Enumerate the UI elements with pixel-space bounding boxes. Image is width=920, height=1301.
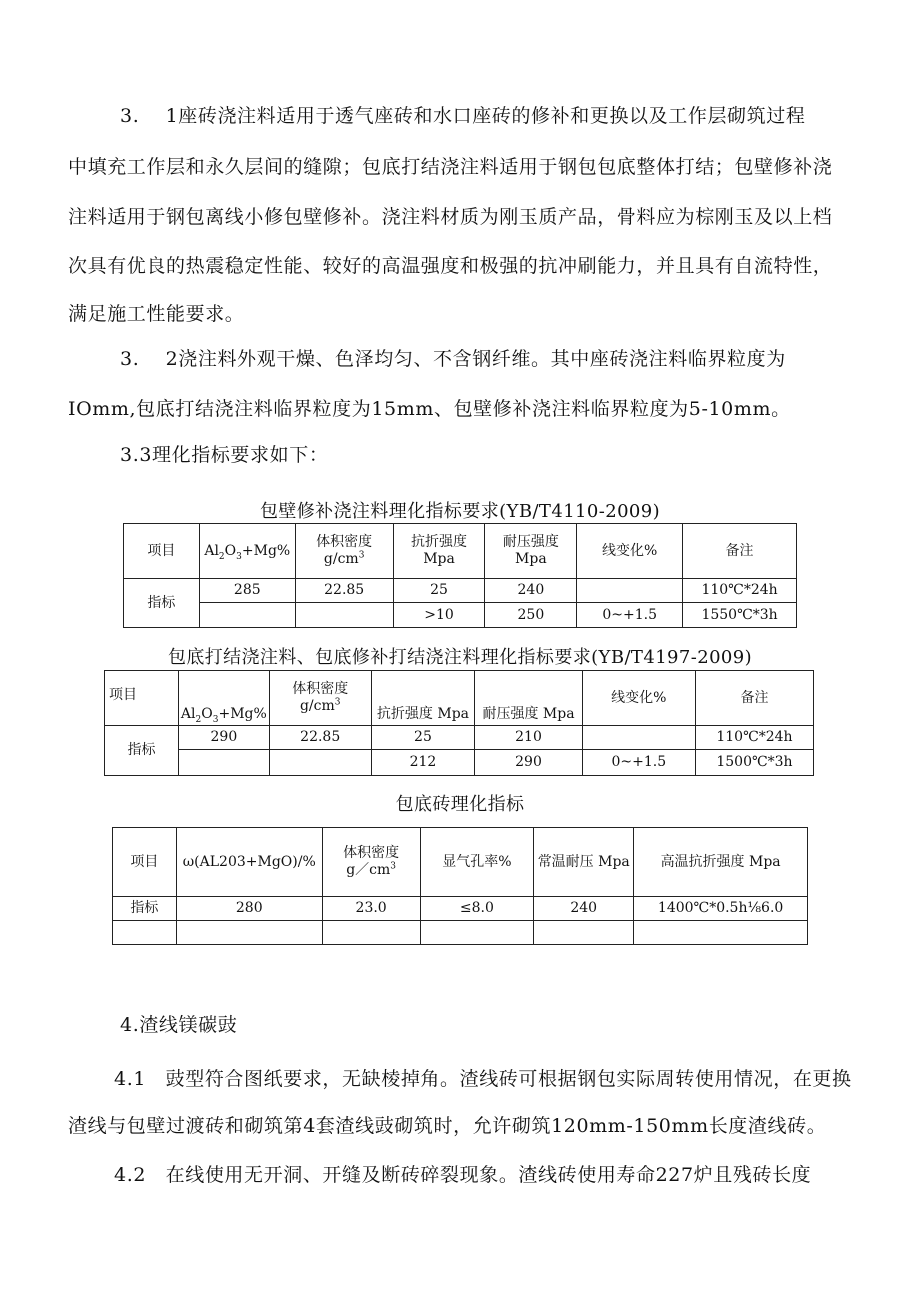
table-cell: 22.85 bbox=[269, 726, 371, 750]
header-cell: $Al_2O_3+Mg\%$ bbox=[199, 524, 295, 579]
header-cell: $Al_2O_3+Mg\%$ bbox=[178, 671, 269, 726]
table-cell bbox=[634, 921, 808, 945]
table-cell: 210 bbox=[475, 726, 582, 750]
table-row bbox=[113, 921, 808, 945]
table-cell: 240 bbox=[534, 897, 634, 921]
header-cell: 备注 bbox=[695, 671, 813, 726]
table-cell: 110℃*24h bbox=[683, 579, 797, 603]
header-cell: 抗折强度 Mpa bbox=[393, 524, 485, 579]
table-row bbox=[124, 603, 797, 628]
paragraph-line: 次具有优良的热震稳定性能、较好的高温强度和极强的抗冲刷能力，并且具有自流特性， bbox=[68, 255, 833, 277]
table-cell: 0~+1.5 bbox=[582, 750, 695, 776]
header-cell: 抗折强度 Mpa bbox=[371, 671, 475, 726]
table-cell: 290 bbox=[475, 750, 582, 776]
paragraph-line: 渣线与包壁过渡砖和砌筑第4套渣线豉砌筑时，允许砌筑120mm-150mm长度渣线砖。 bbox=[68, 1115, 827, 1137]
row-label-cell: 指标 bbox=[105, 726, 179, 776]
table3-caption: 包底砖理化指标 bbox=[395, 794, 525, 815]
table1 bbox=[123, 523, 797, 628]
header-cell: 项目 bbox=[113, 828, 177, 897]
table-cell: 1400℃*0.5h⅛6.0 bbox=[634, 897, 808, 921]
header-cell: 项目 bbox=[105, 671, 179, 726]
table-cell: 110℃*24h bbox=[695, 726, 813, 750]
header-cell: 体积密度 $g/cm^3$ bbox=[295, 524, 393, 579]
header-cell: 高温抗折强度 Mpa bbox=[634, 828, 808, 897]
table-cell: 280 bbox=[176, 897, 322, 921]
header-cell: 耐压强度 Mpa bbox=[475, 671, 582, 726]
section4-title: 4.渣线镁碳豉 bbox=[120, 1014, 238, 1036]
table-cell bbox=[322, 921, 420, 945]
table-cell bbox=[577, 579, 683, 603]
header-cell: 线变化% bbox=[582, 671, 695, 726]
paragraph-line: 4.1 豉型符合图纸要求，无缺棱掉角。渣线砖可根据钢包实际周转使用情况，在更换 bbox=[114, 1068, 852, 1090]
paragraph-line: 3. 2浇注料外观干燥、色泽均匀、不含钢纤维。其中座砖浇注料临界粒度为 bbox=[120, 348, 786, 370]
table-cell bbox=[534, 921, 634, 945]
table-cell: 285 bbox=[199, 579, 295, 603]
table2-caption: 包底打结浇注料、包底修补打结浇注料理化指标要求(YB/T4197-2009) bbox=[167, 647, 753, 668]
table-cell: 25 bbox=[393, 579, 485, 603]
table-cell: 240 bbox=[485, 579, 577, 603]
table-cell: 指标 bbox=[113, 897, 177, 921]
table-cell: >10 bbox=[393, 603, 485, 628]
table-cell: 250 bbox=[485, 603, 577, 628]
table-row bbox=[105, 726, 814, 750]
table-cell: 1500℃*3h bbox=[695, 750, 813, 776]
table1-header-row bbox=[124, 524, 797, 579]
table-row bbox=[113, 897, 808, 921]
header-cell: 显气孔率% bbox=[420, 828, 534, 897]
table-cell: 290 bbox=[178, 726, 269, 750]
table-cell: 212 bbox=[371, 750, 475, 776]
table-cell bbox=[295, 603, 393, 628]
table3 bbox=[112, 827, 808, 945]
table-cell bbox=[269, 750, 371, 776]
table-cell bbox=[178, 750, 269, 776]
table-cell: 1550℃*3h bbox=[683, 603, 797, 628]
table-cell: ≤8.0 bbox=[420, 897, 534, 921]
paragraph-line: 3. 1座砖浇注料适用于透气座砖和水口座砖的修补和更换以及工作层砌筑过程 bbox=[120, 105, 806, 127]
table1-caption: 包壁修补浇注料理化指标要求(YB/T4110-2009) bbox=[259, 501, 661, 522]
table-cell: 23.0 bbox=[322, 897, 420, 921]
table-cell bbox=[176, 921, 322, 945]
header-cell: 项目 bbox=[124, 524, 200, 579]
header-cell: 备注 bbox=[683, 524, 797, 579]
header-cell: ω(AL203+MgO)/% bbox=[176, 828, 322, 897]
table-cell: 25 bbox=[371, 726, 475, 750]
header-cell: 耐压强度 Mpa bbox=[485, 524, 577, 579]
table3-header-row bbox=[113, 828, 808, 897]
table2-header-row bbox=[105, 671, 814, 726]
paragraph-line: 注料适用于钢包离线小修包壁修补。浇注料材质为刚玉质产品，骨料应为棕刚玉及以上档 bbox=[68, 206, 833, 228]
paragraph-line: IOmm,包底打结浇注料临界粒度为15mm、包壁修补浇注料临界粒度为5-10mm。 bbox=[68, 398, 791, 420]
paragraph-3-3: 3.3理化指标要求如下： bbox=[120, 444, 329, 466]
table-cell bbox=[199, 603, 295, 628]
table-row bbox=[105, 750, 814, 776]
paragraph-line: 4.2 在线使用无开洞、开缝及断砖碎裂现象。渣线砖使用寿命227炉且残砖长度 bbox=[114, 1164, 812, 1186]
table-cell bbox=[582, 726, 695, 750]
row-label-cell: 指标 bbox=[124, 579, 200, 628]
paragraph-line: 中填充工作层和永久层间的缝隙；包底打结浇注料适用于钢包包底整体打结；包壁修补浇 bbox=[68, 156, 833, 178]
table-cell bbox=[420, 921, 534, 945]
header-cell: 体积密度 $g/cm^3$ bbox=[322, 828, 420, 897]
table-row bbox=[124, 579, 797, 603]
table-cell: 0~+1.5 bbox=[577, 603, 683, 628]
header-cell: 常温耐压 Mpa bbox=[534, 828, 634, 897]
header-cell: 体积密度 $g/cm^3$ bbox=[269, 671, 371, 726]
paragraph-line: 满足施工性能要求。 bbox=[68, 303, 245, 325]
table-cell bbox=[113, 921, 177, 945]
header-cell: 线变化% bbox=[577, 524, 683, 579]
table2 bbox=[104, 670, 814, 776]
table-cell: 22.85 bbox=[295, 579, 393, 603]
